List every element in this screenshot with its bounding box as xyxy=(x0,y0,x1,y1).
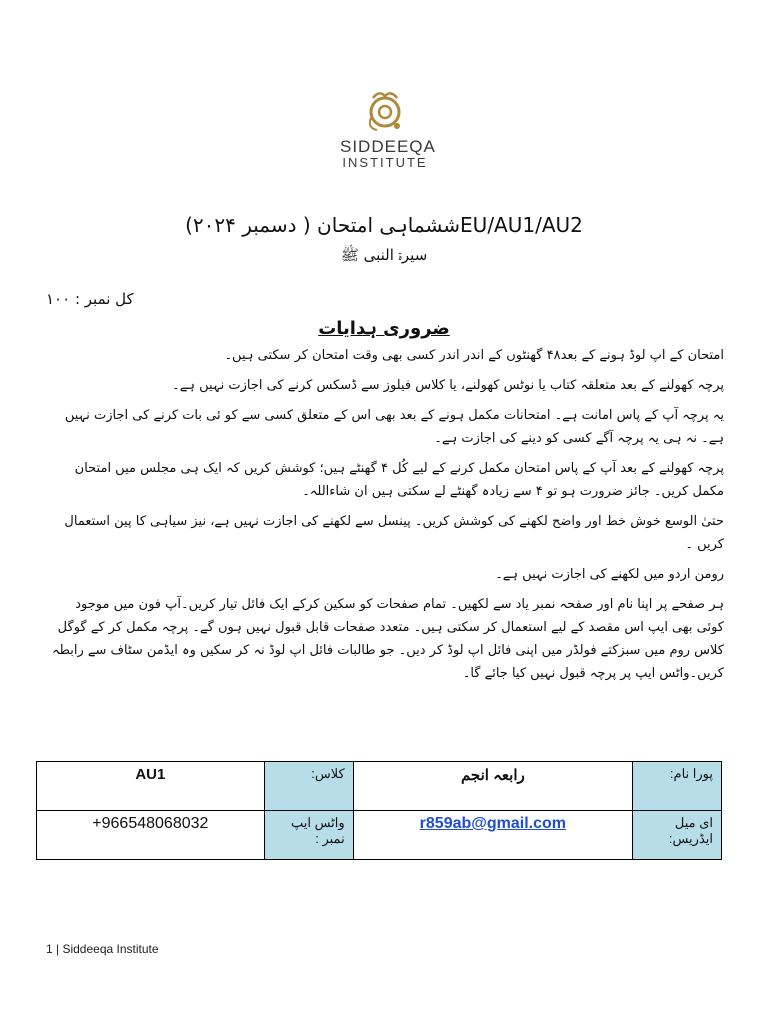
logo-emblem-icon xyxy=(363,88,407,134)
class-label: کلاس: xyxy=(264,762,353,811)
whatsapp-value: +966548068032 xyxy=(37,811,265,860)
logo-subtitle: INSTITUTE xyxy=(342,155,428,170)
full-name-label: پورا نام: xyxy=(633,762,722,811)
exam-title: EU/AU1/AU2ششماہی امتحان ( دسمبر ۲۰۲۴) xyxy=(185,213,583,237)
page-footer: 1 | Siddeeqa Institute xyxy=(46,942,159,956)
email-label: ای میل ایڈریس: xyxy=(633,811,722,860)
email-value[interactable]: r859ab@gmail.com xyxy=(353,811,632,860)
logo-name: SIDDEEQA xyxy=(340,137,436,156)
instruction-item: یہ پرچہ آپ کے پاس امانت ہے۔ امتحانات مکمل ہونے کے بعد بھی اس کے متعلق کسی سے کو ئی بات کرنے کی اجازت نہیں ہے۔ نہ ہی یہ پرچہ آگے کسی کو دینے کی اجازت ہے۔ xyxy=(64,408,724,446)
table-row xyxy=(37,762,722,811)
full-name-value: رابعہ انجم xyxy=(353,762,632,811)
institute-logo xyxy=(340,88,436,170)
table-row xyxy=(37,811,722,860)
instruction-item: حتیٰ الوسع خوش خط اور واضح لکھنے کی کوشش کریں۔ پینسل سے لکھنے کی اجازت نہیں ہے، نیز سیاہی کا پین استعمال کریں ۔ xyxy=(64,514,724,552)
class-value: AU1 xyxy=(37,762,265,811)
student-info-table xyxy=(36,761,722,860)
exam-subject: سیرۃ النبی ﷺ xyxy=(340,246,428,264)
instruction-item: رومن اردو میں لکھنے کی اجازت نہیں ہے۔ xyxy=(495,567,724,582)
instructions-heading: ضروری ہدایات xyxy=(318,318,450,339)
whatsapp-label: واٹس ایپ نمبر : xyxy=(264,811,353,860)
instruction-item: پرچہ کھولنے کے بعد آپ کے پاس امتحان مکمل کرنے کے لیے کُل ۴ گھنٹے ہیں؛ کوشش کریں کہ ایک ہی مجلس میں امتحان مکمل کریں۔ جائز ضرورت ہو تو ۴ سے زیادہ گھنٹے لے سکتی ہیں ان شاءاللہ۔ xyxy=(74,461,724,499)
instruction-item: ہر صفحے پر اپنا نام اور صفحہ نمبر یاد سے لکھیں۔ تمام صفحات کو سکین کرکے ایک فائل تیار کریں۔آپ فون میں موجود کوئی بھی ایپ اس مقصد کے لیے استعمال کر سکتی ہیں۔ متعدد صفحات قابل قبول نہیں ہوں گے۔ پرچہ مکمل کر کے گوگل کلاس روم میں سبزکتے فولڈر میں اپنی فائل اپ لوڈ کر دیں۔ جو طالبات فائل اپ لوڈ نہ کر سکیں وہ ایڈمن سٹاف سے رابطہ کریں۔واٹس ایپ پر پرچہ قبول نہیں کیا جائے گا۔ xyxy=(51,597,724,681)
instructions-list xyxy=(44,344,724,692)
instruction-item: امتحان کے اپ لوڈ ہونے کے بعد۴۸ گھنٹوں کے اندر اندر کسی بھی وقت امتحان کر سکتی ہیں۔ xyxy=(224,348,724,363)
instruction-item: پرچہ کھولنے کے بعد متعلقہ کتاب یا نوٹس کھولنے، یا کلاس فیلوز سے ڈسکس کرنے کی اجازت نہیں ہے۔ xyxy=(172,378,724,393)
total-marks: کل نمبر : ۱۰۰ xyxy=(46,290,134,308)
